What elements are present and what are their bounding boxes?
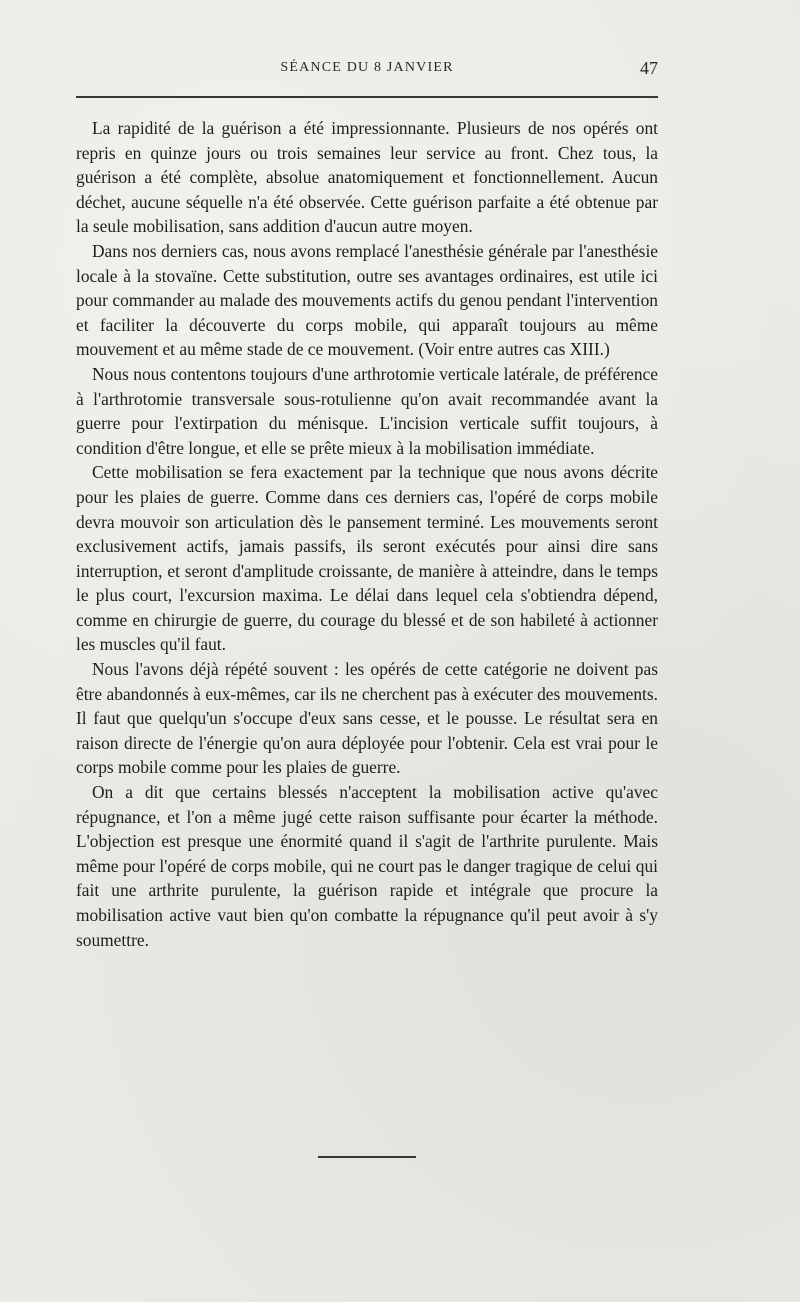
body-text: [76, 116, 658, 952]
page-header: [76, 60, 658, 84]
header-rule: [76, 96, 658, 98]
paragraph: Dans nos derniers cas, nous avons remplacé l'anesthésie générale par l'anesthésie locale à la stovaïne. Cette substitution, outre ses avantages ordinaires, est utile ici pour commander au malade des mouvements actifs du genou pendant l'intervention et faciliter la découverte du corps mobile, qui apparaît toujours au même mouvement et au même stade de ce mouvement. (Voir entre autres cas XIII.): [76, 240, 658, 360]
paragraph: Nous l'avons déjà répété souvent : les opérés de cette catégorie ne doivent pas être abandonnés à eux-mêmes, car ils ne cherchent pas à exécuter des mouvements. Il faut que quelqu'un s'occupe d'eux sans cesse, et le pousse. Le résultat sera en raison directe de l'énergie qu'on aura déployée pour l'obtenir. Cela est vrai pour le corps mobile comme pour les plaies de guerre.: [76, 659, 658, 778]
paragraph: Cette mobilisation se fera exactement par la technique que nous avons décrite pour les plaies de guerre. Comme dans ces derniers cas, l'opéré de corps mobile devra mouvoir son articulation dès le pansement terminé. Les mouvements seront exclusivement actifs, jamais passifs, ils seront exécutés pour ainsi dire sans interruption, et seront d'amplitude croissante, de manière à atteindre, dans le temps le plus court, l'excursion maxima. Le délai dans lequel cela s'obtiendra dépend, comme en chirurgie de guerre, du courage du blessé et de son habileté à actionner les muscles qu'il faut.: [76, 462, 658, 655]
running-head: SÉANCE DU 8 JANVIER: [280, 60, 454, 75]
paragraph: Nous nous contentons toujours d'une arthrotomie verticale latérale, de préférence à l'arthrotomie transversale sous-rotulienne qu'on avait recommandée avant la guerre pour l'extirpation du ménisque. L'incision verticale suffit toujours, à condition d'être longue, et elle se prête mieux à la mobilisation immédiate.: [76, 363, 658, 458]
end-rule: [318, 1156, 416, 1158]
page-number: 47: [640, 58, 658, 78]
paragraph: La rapidité de la guérison a été impressionnante. Plusieurs de nos opérés ont repris en quinze jours ou trois semaines leur service au front. Chez tous, la guérison a été complète, absolue anatomiquement et fonctionnellement. Aucun déchet, aucune séquelle n'a été observée. Cette guérison parfaite a été obtenue par la seule mobilisation, sans addition d'aucun autre moyen.: [76, 118, 658, 237]
paragraph: On a dit que certains blessés n'acceptent la mobilisation active qu'avec répugnance, et l'on a même jugé cette raison suffisante pour écarter la méthode. L'objection est presque une énormité quand il s'agit de l'arthrite purulente. Mais même pour l'opéré de corps mobile, qui ne court pas le danger tragique de celui qui fait une arthrite purulente, la guérison rapide et intégrale que procure la mobilisation active vaut bien qu'on combatte la répugnance qu'il peut avoir à s'y soumettre.: [76, 782, 658, 950]
